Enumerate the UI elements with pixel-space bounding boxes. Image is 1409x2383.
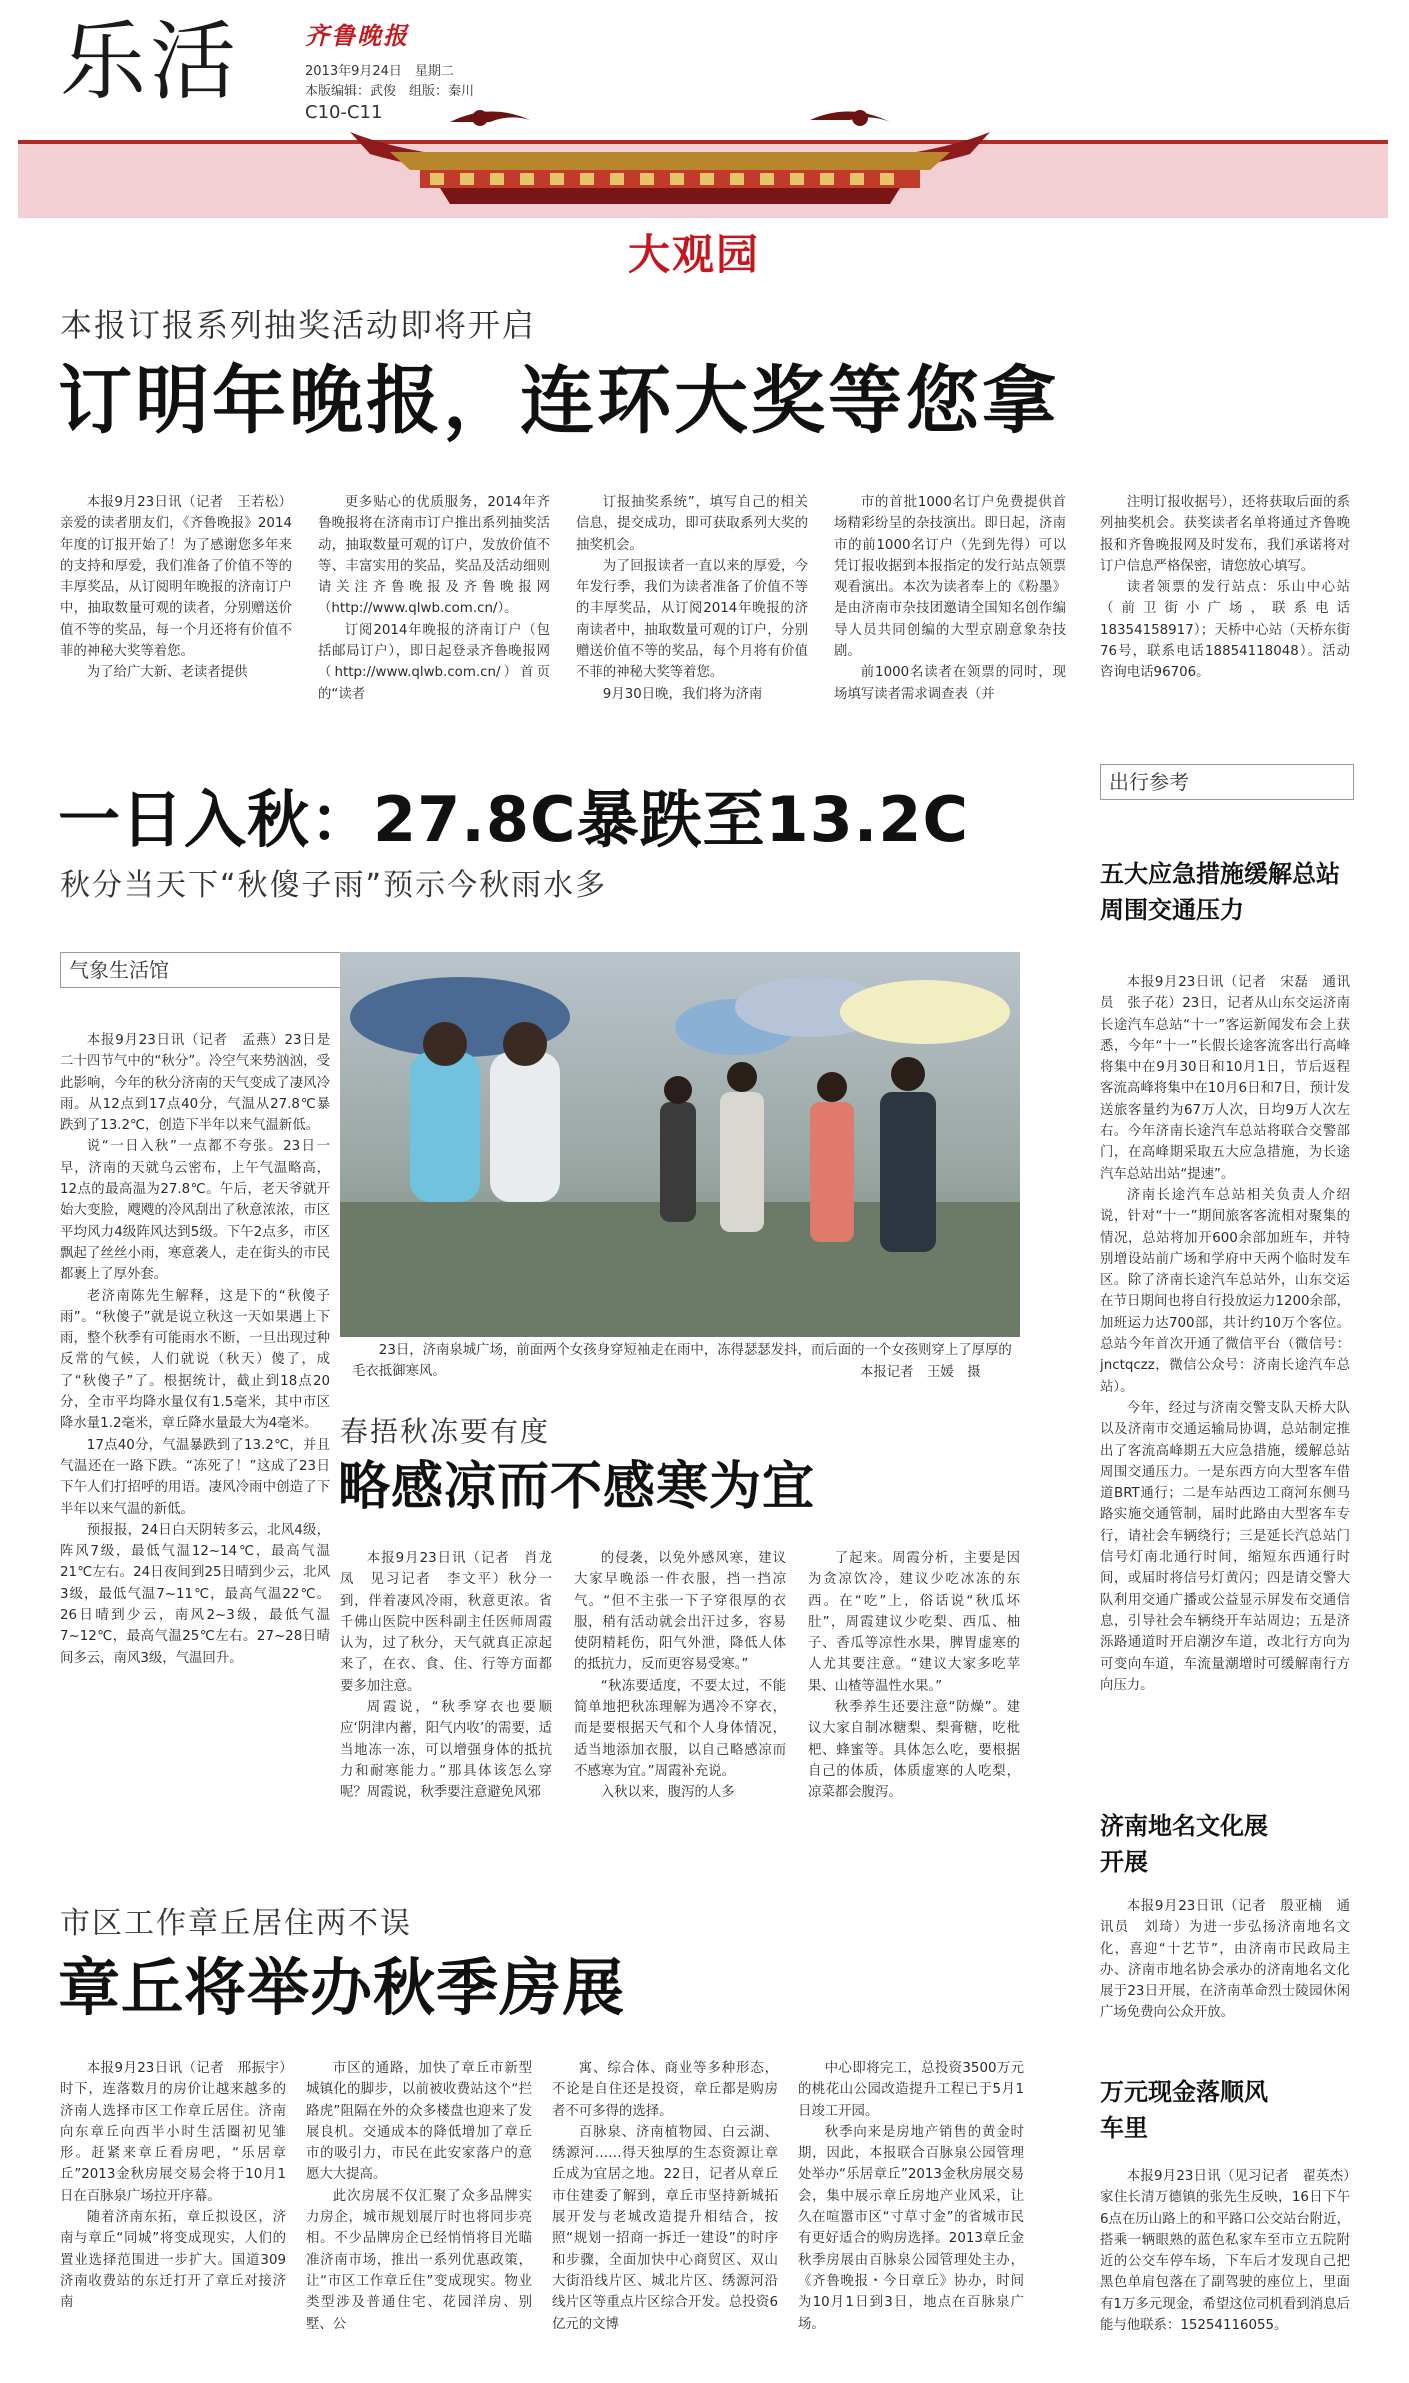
travel-box-label: 出行参考 [1100,764,1354,800]
placename-body: 本报9月23日讯（记者 殷亚楠 通讯员 刘琦）为进一步弘扬济南地名文化，喜迎“十艺节”，由济南市民政局主办、济南市地名协会承办的济南地名文化展于23日开展，在济南革命烈士陵园休闲广场免费向公众开放。 [1100,1899,1350,2021]
dress-col-2: 的侵袭，以免外感风寒，建议大家早晚添一件衣服，挡一挡凉气。“但不主张一下子穿很厚的衣服，稍有活动就会出汗过多，容易使阴精耗伤，阳气外泄，降低人体的抵抗力，反而更容易受寒。” “秋冻要适度，不要太过，不能简单地把秋冻理解为遇冷不穿衣，而是要根据天气和个人身体情况，适当地添加衣服，以自己略感凉而不感寒为宜。”周霞补充说。 入秋以来，腹泻的人多 [574,1551,786,1801]
housing-col-4: 中心即将完工，总投资3500万元的桃花山公园改造提升工程已于5月1日竣工开园。 秋季向来是房地产销售的黄金时期，因此，本报联合百脉泉公园管理处举办“乐居章丘”2013金秋房展交易会，集中展示章丘房地产业风采，让久在喧嚣市区“寸草寸金”的省城市民有更好适合的购房选择。2013章丘金秋季房展由百脉泉公园管理处主办，《齐鲁晚报・今日章丘》协办，时间为10月1日到3日，地点在百脉泉广场。 [798,2061,1024,2332]
dress-headline: 略感凉而不感寒为宜 [338,1457,816,1517]
editors-line: 本版编辑：武俊 组版：秦川 [305,84,475,99]
weather-box-label: 气象生活馆 [60,952,342,988]
rain-photo [340,952,1020,1337]
photo-scene [340,952,1020,1337]
housing-kicker: 市区工作章丘居住两不误 [60,1906,412,1941]
section-title: 乐活 [60,12,240,112]
page-numbers: C10-C11 [305,102,383,123]
housing-col-2: 市区的通路，加快了章丘市新型城镇化的脚步，以前被收费站这个“拦路虎”阻隔在外的众多楼盘也迎来了发展良机。交通成本的降低增加了章丘市的吸引力，市民在此安家落户的意愿大大提高。 此次房展不仅汇聚了众多品牌实力房企，城市规划展厅时也将同步亮相。不少品牌房企已经悄悄将目光瞄准济南市场，推出一系列优惠政策，让“市区工作章丘住”变成现实。物业类型涉及普通住宅、花园洋房、别墅、公 [306,2061,532,2332]
lottery-kicker: 本报订报系列抽奖活动即将开启 [60,306,537,344]
housing-col-1: 本报9月23日讯（记者 邢振宇）时下，连落数月的房价让越来越多的济南人选择市区工作章丘居住。济南向东章丘向西半小时生活圈初见雏形。赶紧来章丘看房吧，“乐居章丘”2013金秋房展交易会将于10月1日在百脉泉广场拉开序幕。 随着济南东拓，章丘拟设区，济南与章丘“同城”将变成现实，人们的置业选择范围进一步扩大。国道309济南收费站的东迁打开了章丘对接济南 [60,2061,286,2311]
autumn-headline: 一日入秋：27.8C暴跌至13.2C [58,783,969,856]
lottery-col-5: 注明订报收据号），还将获取后面的系列抽奖机会。获奖读者名单将通过齐鲁晚报和齐鲁晚报网及时发布，我们承诺将对订户信息严格保密，请您放心填写。 读者领票的发行站点：乐山中心站（前卫街小广场，联系电话18354158917）；天桥中心站（天桥东街76号，联系电话18854118048）。活动咨询电话96706。 [1100,495,1350,681]
autumn-kicker: 秋分当天下“秋傻子雨”预示今秋雨水多 [60,868,608,903]
photo-caption: 23日，济南泉城广场，前面两个女孩身穿短袖走在雨中，冻得瑟瑟发抖，而后面的一个女孩则穿上了厚厚的毛衣抵御寒风。 [352,1343,1012,1379]
paper-logo: 齐鲁晚报 [305,22,409,50]
column-logo: 大观园 [628,230,761,279]
photo-credit: 本报记者 王媛 摄 [860,1365,981,1380]
lottery-col-2: 更多贴心的优质服务，2014年齐鲁晚报将在济南市订户推出系列抽奖活动，抽取数量可观的订户，发放价值不等、丰富实用的奖品，奖品及活动细则请关注齐鲁晚报及齐鲁晚报网（http://www.qlwb.com.cn/）。 订阅2014年晚报的济南订户（包括邮局订户），即日起登录齐鲁晚报网（http://www.qlwb.com.cn/）首页的“读者 [318,495,550,702]
traffic-headline: 五大应急措施缓解总站周围交通压力 [1100,860,1340,924]
lottery-col-4: 市的首批1000名订户免费提供首场精彩纷呈的杂技演出。即日起，济南市的前1000名订户（先到先得）可以凭订报收据到本报指定的发行站点领票观看演出。本次为读者奉上的《粉墨》是由济南市杂技团邀请全国知名创作编导人员共同创编的大型京剧意象杂技剧。 前1000名读者在领票的同时，现场填写读者需求调查表（并 [834,495,1066,702]
cash-body: 本报9月23日讯（见习记者 翟英杰）家住长清万德镇的张先生反映，16日下午6点在历山路上的和平路口公交站台附近，搭乘一辆眼熟的蓝色私家车至市立五院附近的公交车停车场，下车后才发现自己把黑色单肩包落在了副驾驶的座位上，里面有1万多元现金，希望这位司机看到消息后能与他联系：15254116055。 [1100,2169,1350,2334]
dress-col-1: 本报9月23日讯（记者 肖龙凤 见习记者 李文平）秋分一到，伴着凄风冷雨，秋意更浓。省千佛山医院中医科副主任医师周霞认为，过了秋分，天气就真正凉起来了，在衣、食、住、行等方面都要多加注意。 周霞说，“秋季穿衣也要顺应‘阴津内蓄，阳气内收’的需要，适当地冻一冻，可以增强身体的抵抗力和耐寒能力。”那具体该怎么穿呢？周霞说，秋季要注意避免风邪 [340,1551,552,1801]
dress-col-3: 了起来。周霞分析，主要是因为贪凉饮冷，建议少吃冰冻的东西。在“吃”上，俗话说“秋瓜坏肚”，周霞建议少吃梨、西瓜、柚子、香瓜等凉性水果，脾胃虚寒的人尤其要注意。“建议大家多吃苹果、山楂等温性水果。” 秋季养生还要注意“防燥”。建议大家自制冰糖梨、梨膏糖，吃枇杷、蜂蜜等。具体怎么吃，要根据自己的体质，体质虚寒的人吃梨，凉菜都会腹泻。 [808,1551,1020,1801]
date-line: 2013年9月24日 星期二 [305,64,454,79]
lottery-col-1: 本报9月23日讯（记者 王若松）亲爱的读者朋友们，《齐鲁晚报》2014年度的订报开始了！为了感谢您多年来的支持和厚爱，我们准备了价值不等的丰厚奖品，从订阅明年晚报的济南订户中，抽取数量可观的读者，分别赠送价值不等的奖品，每一个月还将有价值不菲的神秘大奖等着您。 为了给广大新、老读者提供 [60,495,292,681]
housing-headline: 章丘将举办秋季房展 [58,1951,626,2024]
dress-kicker: 春捂秋冻要有度 [340,1415,551,1448]
cash-headline: 万元现金落顺风车里 [1100,2078,1268,2142]
lottery-headline: 订明年晚报，连环大奖等您拿 [58,358,1059,444]
pavilion-roof-illustration [330,92,1010,232]
lottery-col-3: 订报抽奖系统”，填写自己的相关信息，提交成功，即可获取系列大奖的抽奖机会。 为了回报读者一直以来的厚爱，今年发行季，我们为读者准备了价值不等的丰厚奖品，从订阅2014年晚报的济南读者中，抽取数量可观的订户，分别赠送价值不等的奖品，每个月将有价值不菲的神秘大奖等着您。 9月30日晚，我们将为济南 [576,495,808,702]
housing-col-3: 寓、综合体、商业等多种形态，不论是自住还是投资，章丘都是购房者不可多得的选择。 百脉泉、济南植物园、白云湖、绣源河……得天独厚的生态资源让章丘成为宜居之地。22日，记者从章丘市住建委了解到，章丘市坚持新城拓展开发与老城改造提升相结合，按照“规划一招商一拆迁一建设”的时序和步骤，全面加快中心商贸区、双山大街沿线片区、城北片区、绣源河沿线片区等重点片区综合开发。总投资6亿元的文博 [552,2061,778,2332]
placename-headline: 济南地名文化展开展 [1100,1812,1268,1876]
traffic-body: 本报9月23日讯（记者 宋磊 通讯员 张子花）23日，记者从山东交运济南长途汽车总站“十一”客运新闻发布会上获悉，今年“十一”长假长途客流客出行高峰将集中在9月30日和10月1日，节后返程客流高峰将集中在10月6日和7日，预计发送旅客量约为67万人次，日均9万人次左右。今年济南长途汽车总站将联合交警部门，在高峰期采取五大应急措施，为长途汽车总站出站“提速”。 济南长途汽车总站相关负责人介绍说，针对“十一”期间旅客客流相对聚集的情况，总站将加开600余部加班车，并特别增设站前广场和学府中天两个临时发车区。除了济南长途汽车总站外，山东交运在节日期间也将自行投放运力1200余部，加班运力达700部，共计约10万个客位。总站今年首次开通了微信平台（微信号：jnctqczz，微信公众号：济南长途汽车总站）。 今年，经过与济南交警支队天桥大队以及济南市交通运输局协调，总站制定推出了客流高峰期五大应急措施，缓解总站周围交通压力。一是东西方向大型客车借道BRT通行；二是车站西边工商河东侧马路实施交通管制，届时此路由大型客车专行，请社会车辆绕行；三是延长汽总站门信号灯南北通行时间，缩短东西通行时间，或届时将信号灯黄闪；四是请交警大队利用交通广播或公益显示屏发布交通信息，引导社会车辆绕开车站周边；五是济泺路通道时开启潮汐车道，改北行方向为可变向车道，车流量潮增时可缓解南行方向压力。 [1100,975,1350,1693]
autumn-body: 本报9月23日讯（记者 孟燕）23日是二十四节气中的“秋分”。冷空气来势汹汹，受此影响，今年的秋分济南的天气变成了凄风冷雨。从12点到17点40分，气温从27.8℃暴跌到了13.2℃，创造下半年以来气温新低。 说“一日入秋”一点都不夸张。23日一早，济南的天就乌云密布，上午气温略高，12点的最高温为27.8℃。午后，老天爷就开始大变脸，飕飕的冷风刮出了秋意浓浓，市区平均风力4级阵风达到5级。下午2点多，市区飘起了丝丝小雨，寒意袭人，走在街头的市民都裹上了厚外套。 老济南陈先生解释，这是下的“秋傻子雨”。“秋傻子”就是说立秋这一天如果遇上下雨，整个秋季有可能雨水不断，一旦出现过种反常的气候，人们就说（秋天）傻了，成了“秋傻子”了。根据统计，截止到18点20分，全市平均降水量仅有1.5毫米，其中市区降水量1.2毫米，章丘降水量最大为4毫米。 17点40分，气温暴跌到了13.2℃，并且气温还在一路下跌。“冻死了！”这成了23日下午人们打招呼的用语。凄风冷雨中创造了下半年以来气温的新低。 预报报，24日白天阴转多云，北风4级，阵风7级，最低气温12~14℃，最高气温21℃左右。24日夜间到25日晴到少云，北风3级，最低气温7~11℃，最高气温22℃。26日晴到少云，南风2~3级，最低气温7~12℃，最高气温25℃左右。27~28日晴间多云，南风3级，气温回升。 [60,1033,330,1666]
